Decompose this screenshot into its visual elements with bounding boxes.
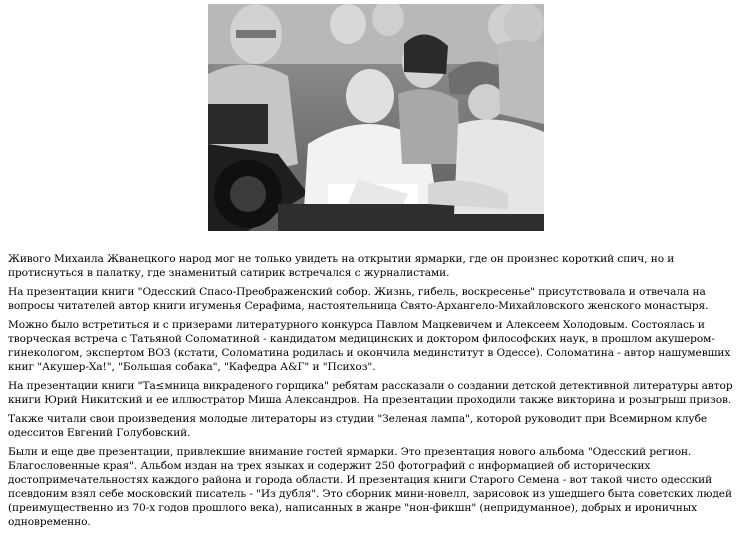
paragraph-zhvanetsky: Живого Михаила Жванецкого народ мог не только увидеть на открытии ярмарки, где он произнес короткий спич, но и протиснуться в палатку, где знаменитый сатирик встречался с журналистами. <box>8 253 675 279</box>
paragraph-solomatina: Можно было встретиться и с призерами литературного конкурса Павлом Мацкевичем и Алексеем Холодовым. Состоялась и творческая встреча с Татьяной Соломатиной - кандидатом медицинских и доктором философских наук, в прошлом акушером-гинекологом, экспертом ВОЗ (кстати, Соломатина родилась и окончила мединститут в Одессе). Соломатина - автор нашумевших книг "Акушер-Ха!", "Большая собака", "Кафедра А&Г" и "Психоз". <box>8 319 731 373</box>
paragraph-green-lamp: Также читали свои произведения молодые литераторы из студии "Зеленая лампа", которой руководит при Всемирном клубе одесситов Евгений Голубовский. <box>8 413 708 439</box>
article-photo <box>208 4 544 231</box>
article-body <box>8 252 746 534</box>
paragraph-serafima: На презентации книги "Одесский Спасо-Преображенский собор. Жизнь, гибель, воскресенье" присутствовала и отвечала на вопросы читателей автор книги игуменья Серафима, настоятельница Свято-Архангело-Михайловского женского монастыря. <box>8 286 709 312</box>
photo-illustration <box>208 4 544 231</box>
paragraph-presentations: Были и еще две презентации, привлекшие внимание гостей ярмарки. Это презентация нового альбома "Одесский регион. Благословенные края". Альбом издан на трех языках и содержит 250 фотографий с информацией об исторических достопримечательностях каждого района и города области. И презентация книги Старого Семена - вот такой чисто одесский псевдоним взял себе московский писатель - "Из дубля". Это сборник мини-новелл, зарисовок из ушедшего быта советских людей (преимущественно из 70-х годов прошлого века), написанных в жанре "нон-фикшн" (непридуманное), добрых и ироничных одновременно. <box>8 446 732 528</box>
paragraph-nikitsky: На презентации книги "Та≤мница викраденого горщика" ребятам рассказали о создании детской детективной литературы автор книги Юрий Никитский и ее иллюстратор Миша Александров. На презентации проходили также викторина и розыгрыш призов. <box>8 380 733 406</box>
